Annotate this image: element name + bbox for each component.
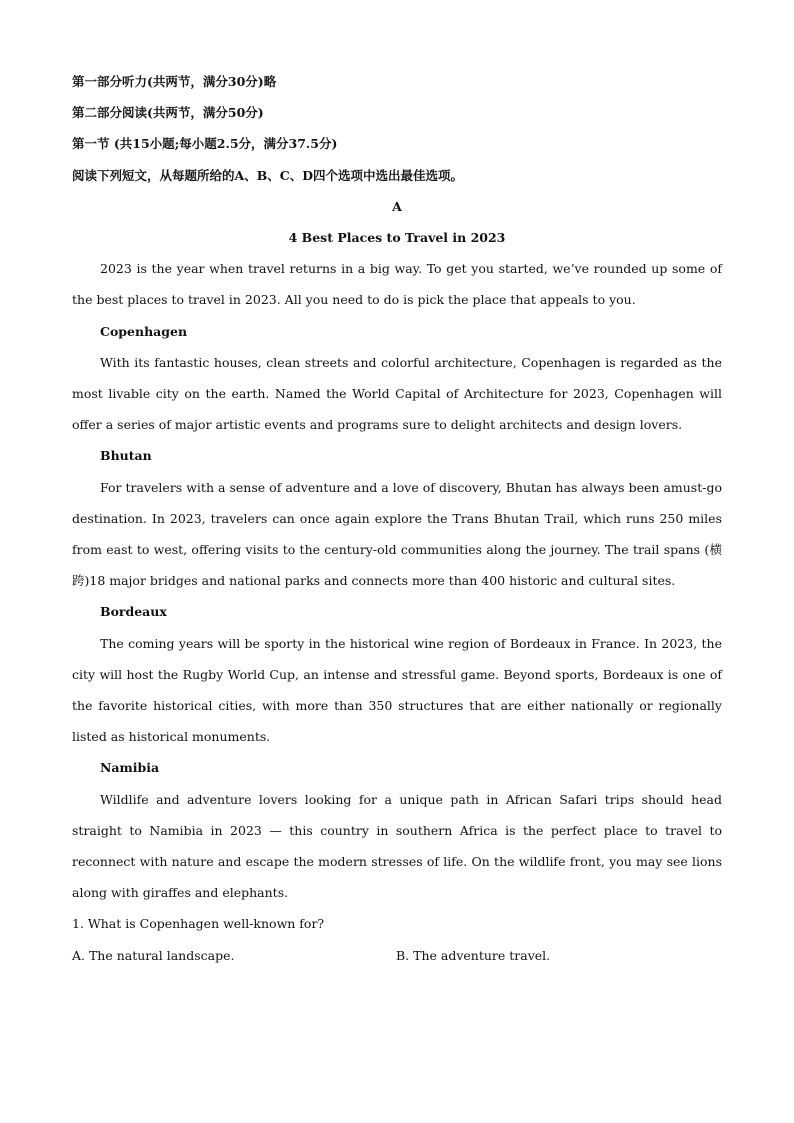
part1-heading: 第一部分听力(共两节，满分30分)略 [72, 74, 277, 89]
question-1-options [72, 940, 722, 971]
question-1-option-b[interactable]: B. The adventure travel. [396, 947, 551, 963]
question-1-stem: 1. What is Copenhagen well-known for? [72, 916, 325, 932]
section-heading-bhutan: Bhutan [100, 448, 152, 464]
instructions: 阅读下列短文，从每题所给的A、B、C、D四个选项中选出最佳选项。 [72, 167, 464, 183]
passage-label: A [392, 198, 402, 214]
part2-heading: 第二部分阅读(共两节，满分50分) [72, 105, 264, 121]
exam-page [72, 66, 722, 971]
passage-title: 4 Best Places to Travel in 2023 [288, 230, 506, 246]
section-heading-copenhagen: Copenhagen [100, 323, 188, 339]
question-1-option-a[interactable]: A. The natural landscape. [72, 947, 235, 963]
intro-paragraph: 2023 is the year when travel returns in a big way. To get you started, we’ve rounded up some of the best places to travel in 2023. All you need to do is pick the place that appeals to you. [72, 261, 722, 308]
section-text-bordeaux: The coming years will be sporty in the historical wine region of Bordeaux in France. In 2023, the city will host the Rugby World Cup, an intense and stressful game. Beyond sports, Bordeaux is one of the favorite historical cities, with more than 350 structures that are either nationally or regionally listed as historical monuments. [72, 635, 722, 745]
section-text-bhutan: For travelers with a sense of adventure and a love of discovery, Bhutan has always been amust-go destination. In 2023, travelers can once again explore the Trans Bhutan Trail, which runs 250 miles from east to west, offering visits to the century-old communities along the journey. The trail spans (横跨)18 major bridges and national parks and connects more than 400 historic and cultural sites. [72, 479, 722, 589]
section1-heading: 第一节 (共15小题;每小题2.5分，满分37.5分) [72, 136, 338, 152]
section-heading-bordeaux: Bordeaux [100, 604, 167, 620]
section-text-copenhagen: With its fantastic houses, clean streets and colorful architecture, Copenhagen is regarded as the most livable city on the earth. Named the World Capital of Architecture for 2023, Copenhagen will offer a series of major artistic events and programs sure to delight architects and design lovers. [72, 354, 722, 433]
section-heading-namibia: Namibia [100, 760, 160, 776]
section-text-namibia: Wildlife and adventure lovers looking for a unique path in African Safari trips should head straight to Namibia in 2023 — this country in southern Africa is the perfect place to travel to reconnect with nature and escape the modern stresses of life. On the wildlife front, you may see lions along with giraffes and elephants. [72, 791, 722, 901]
